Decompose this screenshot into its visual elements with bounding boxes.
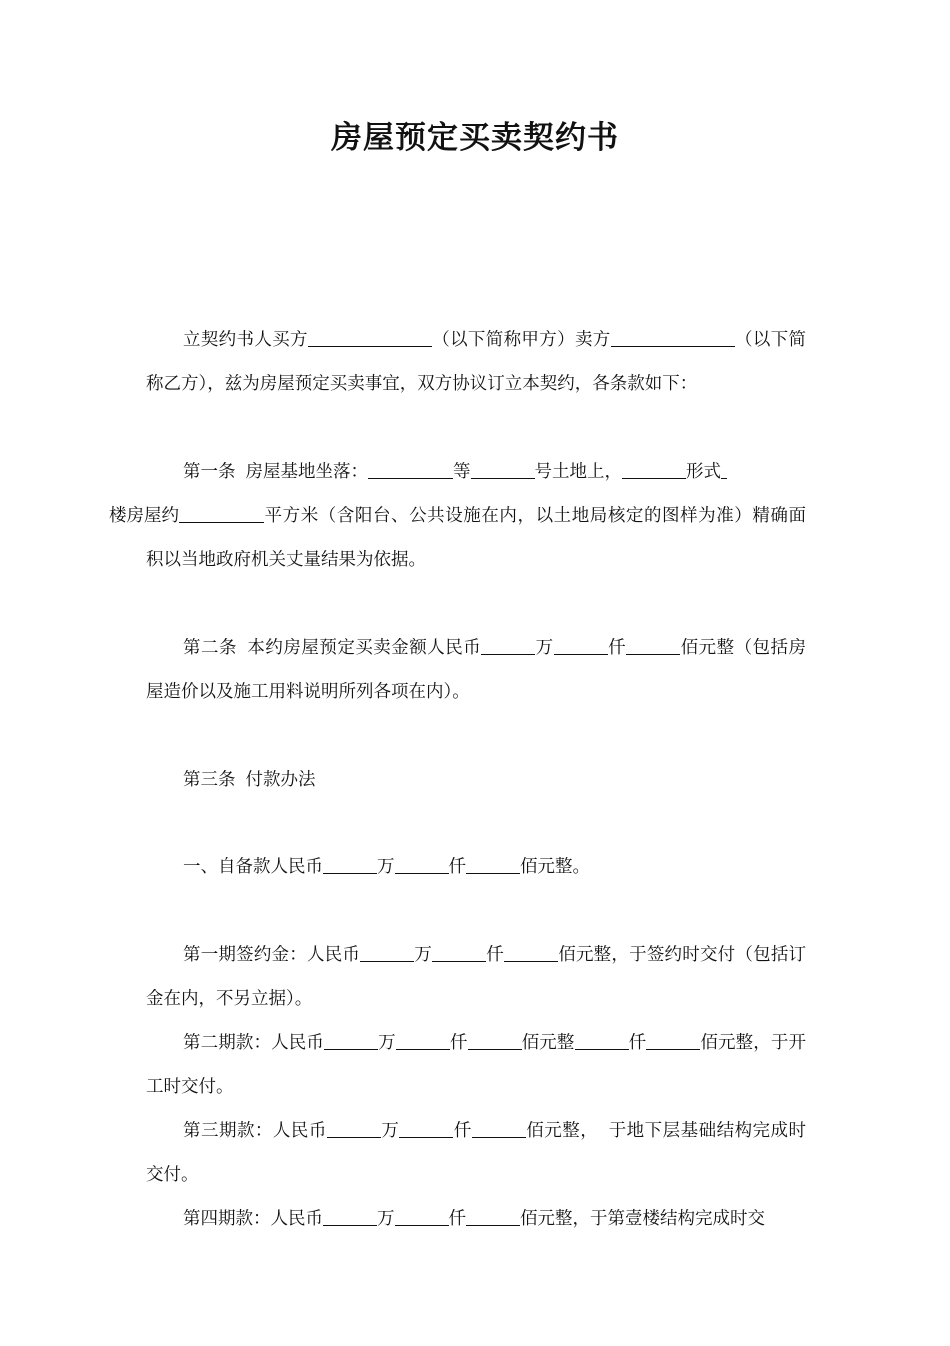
installment-2-paragraph <box>146 1021 806 1109</box>
article-2-text-2: 佰元整（包括房屋造价以及施工用料说明所列各项在内）。 <box>146 638 807 702</box>
unit-qian: 仟 <box>486 945 505 965</box>
unit-wan: 万 <box>377 1209 395 1229</box>
installment-3-paragraph <box>146 1109 806 1197</box>
article-3-paragraph <box>146 758 806 802</box>
price-bai-blank <box>626 637 680 656</box>
self-funded-text-1: 一、自备款人民币 <box>183 857 323 877</box>
lot-number-blank <box>471 461 535 480</box>
article-1-heading: 第一条 <box>183 462 236 482</box>
self-funded-text-2: 佰元整。 <box>520 857 590 877</box>
article-1-text-3: 号土地上， <box>534 462 622 482</box>
intro-text-3: （以下简称乙方），兹为房屋预定买卖事宜，双方协议订立本契约，各条款如下： <box>146 330 807 394</box>
price-wan-blank <box>481 637 535 656</box>
article-3-text: 付款办法 <box>245 770 316 790</box>
unit-wan: 万 <box>414 945 433 965</box>
unit-qian: 仟 <box>448 857 466 877</box>
floor-blank <box>721 461 727 480</box>
installment-1-bai-blank <box>504 944 558 963</box>
installment-3-text-2: 佰元整， <box>525 1121 599 1141</box>
unit-wan: 万 <box>380 1121 400 1141</box>
installment-1-wan-blank <box>360 944 414 963</box>
article-1-text-2: 等 <box>453 462 471 482</box>
location-blank <box>368 461 453 480</box>
seller-blank <box>611 329 735 348</box>
installment-4-paragraph <box>146 1197 806 1241</box>
self-funded-bai-blank <box>466 856 520 875</box>
installment-2-wan-blank <box>324 1032 378 1051</box>
installment-2-bai-blank <box>468 1032 522 1051</box>
unit-qian: 仟 <box>449 1033 468 1053</box>
area-blank <box>179 505 264 524</box>
installment-4-bai-blank <box>466 1208 520 1227</box>
installment-2-extra-bai-blank <box>646 1032 700 1051</box>
unit-qian: 仟 <box>607 638 627 658</box>
installment-3-wan-blank <box>327 1120 381 1139</box>
building-type-blank <box>622 461 686 480</box>
article-3-heading: 第三条 <box>183 770 236 790</box>
installment-4-text-1: 第四期款：人民币 <box>183 1209 323 1229</box>
article-1-text-4: 形式 <box>686 462 721 482</box>
unit-wan: 万 <box>535 638 554 658</box>
unit-qian: 仟 <box>448 1209 466 1229</box>
buyer-blank <box>308 329 432 348</box>
installment-1-text-2: 佰元整，于签约时交付（包括订金在内，不另立据）。 <box>146 945 807 1009</box>
price-qian-blank <box>554 637 608 656</box>
article-1-paragraph <box>109 450 806 582</box>
installment-2-text-1: 第二期款：人民币 <box>183 1033 324 1053</box>
article-1-text-1: 房屋基地坐落： <box>245 462 368 482</box>
unit-qian: 仟 <box>628 1033 647 1053</box>
intro-text-2: （以下简称甲方）卖方 <box>431 330 611 350</box>
installment-1-qian-blank <box>432 944 486 963</box>
installment-2-bai-label: 佰元整 <box>521 1033 575 1053</box>
installment-2-text-2: 佰元整，于开工时交付。 <box>146 1033 806 1097</box>
installment-4-text-2: 佰元整，于第壹楼结构完成时交 <box>520 1209 765 1229</box>
installment-3-text-3: 于地下层基础结构完成时交付。 <box>146 1121 807 1185</box>
installment-1-paragraph <box>146 933 806 1021</box>
installment-3-text-1: 第三期款：人民币 <box>183 1121 327 1141</box>
self-funded-paragraph <box>146 845 806 889</box>
installment-2-extra-blank <box>575 1032 629 1051</box>
intro-paragraph <box>146 318 806 406</box>
installment-4-wan-blank <box>323 1208 377 1227</box>
article-2-heading: 第二条 <box>183 638 237 658</box>
installment-2-qian-blank <box>396 1032 450 1051</box>
article-1-text-5: 楼房屋约 <box>109 506 179 526</box>
unit-wan: 万 <box>377 857 395 877</box>
installment-3-bai-blank <box>472 1120 526 1139</box>
installment-1-text-1: 第一期签约金：人民币 <box>183 945 361 965</box>
document-title: 房屋预定买卖契约书 <box>331 120 619 156</box>
installment-4-qian-blank <box>395 1208 449 1227</box>
article-2-text-1: 本约房屋预定买卖金额人民币 <box>246 638 482 658</box>
intro-text-1: 立契约书人买方 <box>183 330 308 350</box>
self-funded-wan-blank <box>323 856 377 875</box>
article-1-text-6: 平方米（含阳台、公共设施在内，以土地局核定的图样为准）精确面积以当地政府机关丈量结果为依据。 <box>146 506 806 570</box>
installment-3-qian-blank <box>399 1120 453 1139</box>
article-2-paragraph <box>146 626 806 714</box>
unit-qian: 仟 <box>453 1121 472 1141</box>
self-funded-qian-blank <box>395 856 449 875</box>
unit-wan: 万 <box>378 1033 396 1053</box>
